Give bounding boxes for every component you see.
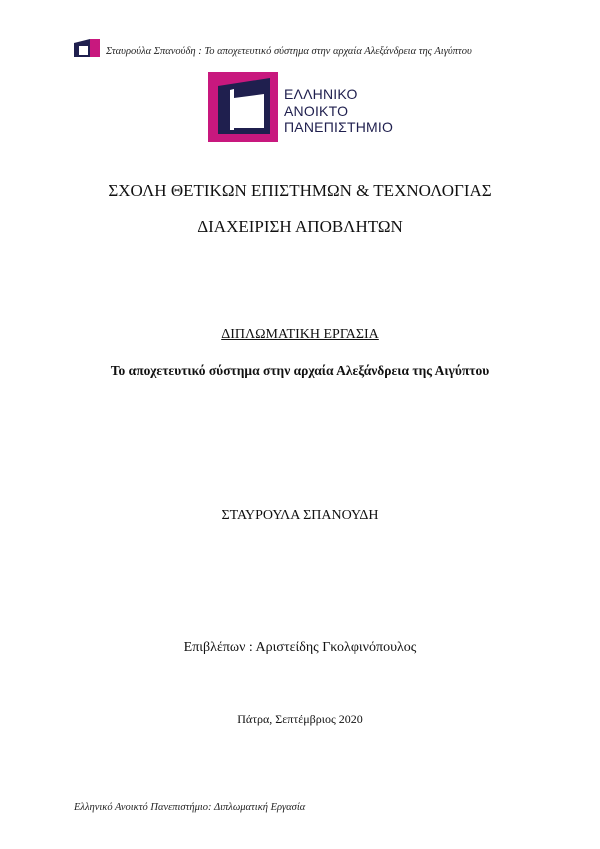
running-footer: Ελληνικό Ανοικτό Πανεπιστήμιο: Διπλωματική Εργασία xyxy=(74,802,306,813)
running-header: Σταυρούλα Σπανούδη : Το αποχετευτικό σύστημα στην αρχαία Αλεξάνδρεια της Αιγύπτου xyxy=(106,46,472,57)
department-name: ΔΙΑΧΕΙΡΙΣΗ ΑΠΟΒΛΗΤΩΝ xyxy=(197,217,403,236)
university-name-line: ΠΑΝΕΠΙΣΤΗΜΙΟ xyxy=(284,119,394,135)
thesis-type: ΔΙΠΛΩΜΑΤΙΚΗ ΕΡΓΑΣΙΑ xyxy=(221,327,379,342)
university-name-line: ΕΛΛΗΝΙΚΟ xyxy=(284,86,358,102)
school-name: ΣΧΟΛΗ ΘΕΤΙΚΩΝ ΕΠΙΣΤΗΜΩΝ & ΤΕΧΝΟΛΟΓΙΑΣ xyxy=(108,181,492,200)
place-date: Πάτρα, Σεπτέμβριος 2020 xyxy=(237,712,363,726)
supervisor: Επιβλέπων : Αριστείδης Γκολφινόπουλος xyxy=(183,640,417,655)
university-name xyxy=(284,86,393,136)
author-name: ΣΤΑΥΡΟΥΛΑ ΣΠΑΝΟΥΔΗ xyxy=(221,508,379,523)
thesis-title: Το αποχετευτικό σύστημα στην αρχαία Αλεξάνδρεια της Αιγύπτου xyxy=(110,363,490,378)
university-logo-icon xyxy=(208,72,278,142)
university-name-line: ΑΝΟΙΚΤΟ xyxy=(284,102,349,119)
header-logo-icon xyxy=(72,37,102,59)
